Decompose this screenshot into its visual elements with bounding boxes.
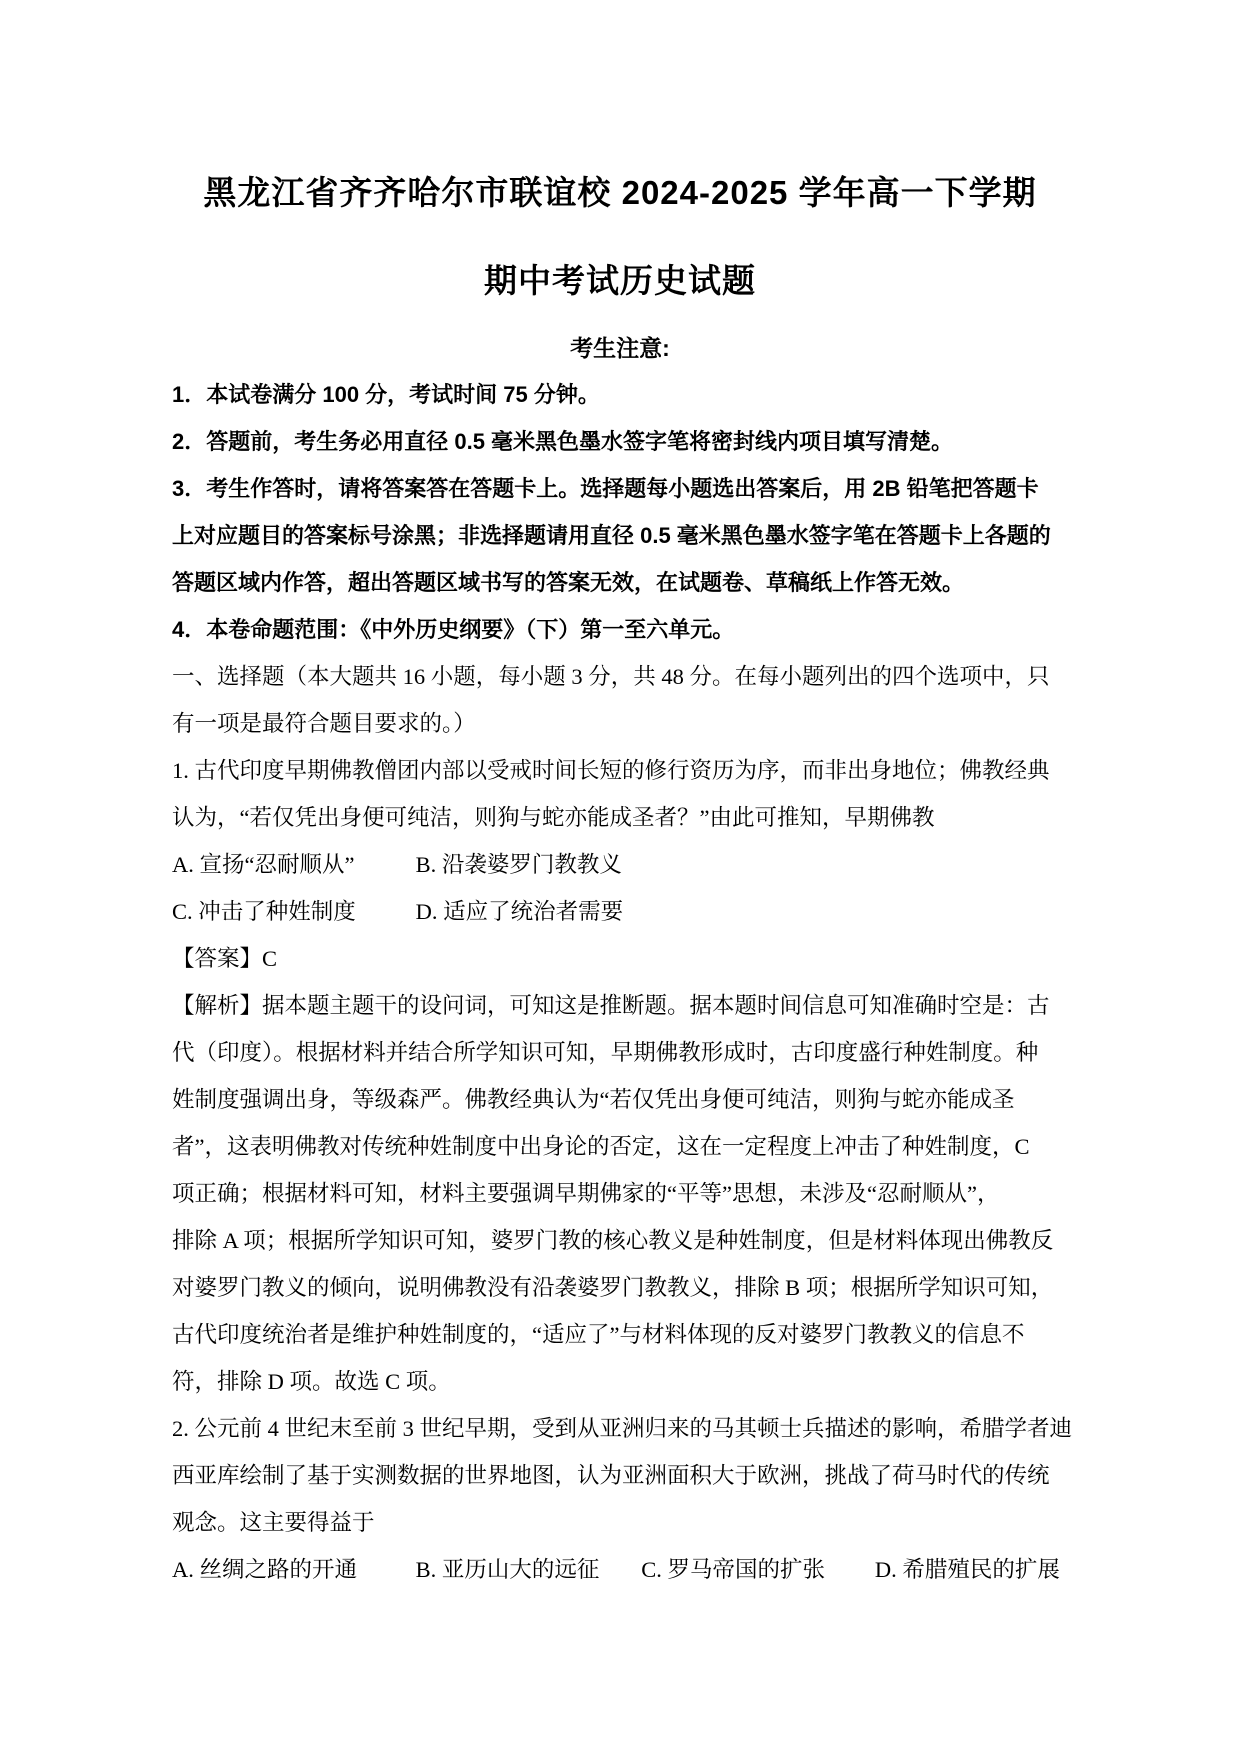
- q1-analysis-line-9: 符，排除 D 项。故选 C 项。: [172, 1369, 451, 1394]
- q1-analysis-line-5: 项正确；根据材料可知，材料主要强调早期佛家的“平等”思想，未涉及“忍耐顺从”，: [172, 1181, 1000, 1206]
- q1-option-d: D. 适应了统治者需要: [415, 899, 624, 924]
- exam-body: [172, 371, 1132, 1593]
- q1-option-b: B. 沿袭婆罗门教教义: [415, 852, 622, 877]
- notice-item-1: 1．本试卷满分 100 分，考试时间 75 分钟。: [172, 382, 600, 407]
- notice-item-2: 2．答题前，考生务必用直径 0.5 毫米黑色墨水签字笔将密封线内项目填写清楚。: [172, 429, 954, 454]
- q2-options-row: [172, 1546, 1132, 1593]
- q2-option-d: D. 希腊殖民的扩展: [874, 1557, 1060, 1582]
- q1-options-row-1: [172, 841, 1132, 888]
- notice-item-4: 4．本卷命题范围：《中外历史纲要》（下）第一至六单元。: [172, 617, 735, 642]
- q1-options-row-2: [172, 888, 1132, 935]
- notice-heading: 考生注意:: [570, 335, 670, 361]
- q1-stem-line-2: 认为，“若仅凭出身便可纯洁，则狗与蛇亦能成圣者？”由此可推知，早期佛教: [172, 805, 935, 830]
- q1-option-c: C. 冲击了种姓制度: [172, 899, 356, 924]
- q1-analysis-line-6: 排除 A 项；根据所学知识可知，婆罗门教的核心教义是种姓制度，但是材料体现出佛教反: [172, 1228, 1054, 1253]
- notice-item-3-line-3: 答题区域内作答，超出答题区域书写的答案无效，在试题卷、草稿纸上作答无效。: [172, 570, 965, 595]
- q1-analysis-line-8: 古代印度统治者是维护种姓制度的，“适应了”与材料体现的反对婆罗门教教义的信息不: [172, 1322, 1025, 1347]
- q1-analysis-line-4: 者”，这表明佛教对传统种姓制度中出身论的否定，这在一定程度上冲击了种姓制度，C: [172, 1134, 1030, 1159]
- q2-option-c: C. 罗马帝国的扩张: [641, 1557, 826, 1582]
- exam-title-line-2: 期中考试历史试题: [484, 262, 756, 299]
- q2-option-a: A. 丝绸之路的开通: [172, 1557, 357, 1582]
- notice-item-3-line-1: 3．考生作答时，请将答案答在答题卡上。选择题每小题选出答案后，用 2B 铅笔把答题卡: [172, 476, 1039, 501]
- exam-title-line-1: 黑龙江省齐齐哈尔市联谊校 2024-2025 学年高一下学期: [203, 174, 1037, 211]
- q2-stem-line-1: 2. 公元前 4 世纪末至前 3 世纪早期，受到从亚洲归来的马其顿士兵描述的影响，希腊学者迪: [172, 1416, 1073, 1441]
- q2-option-b: B. 亚历山大的远征: [415, 1557, 600, 1582]
- q1-answer: 【答案】C: [172, 946, 278, 971]
- section-heading-line-1: 一、选择题（本大题共 16 小题，每小题 3 分，共 48 分。在每小题列出的四个选项中，只: [172, 664, 1050, 689]
- q1-stem-line-1: 1. 古代印度早期佛教僧团内部以受戒时间长短的修行资历为序，而非出身地位；佛教经典: [172, 758, 1050, 783]
- q1-analysis-line-7: 对婆罗门教义的倾向，说明佛教没有沿袭婆罗门教教义，排除 B 项；根据所学知识可知，: [172, 1275, 1054, 1300]
- q1-analysis-line-2: 代（印度）。根据材料并结合所学知识可知，早期佛教形成时，古印度盛行种姓制度。种: [172, 1040, 1039, 1065]
- q1-option-a: A. 宣扬“忍耐顺从”: [172, 852, 355, 877]
- q1-analysis-line-1: 【解析】据本题主题干的设问词，可知这是推断题。据本题时间信息可知准确时空是：古: [172, 993, 1050, 1018]
- q2-stem-line-3: 观念。这主要得益于: [172, 1510, 375, 1535]
- notice-item-3-line-2: 上对应题目的答案标号涂黑；非选择题请用直径 0.5 毫米黑色墨水签字笔在答题卡上各题的: [172, 523, 1051, 548]
- section-heading-line-2: 有一项是最符合题目要求的。）: [172, 711, 476, 736]
- q1-analysis-line-3: 姓制度强调出身，等级森严。佛教经典认为“若仅凭出身便可纯洁，则狗与蛇亦能成圣: [172, 1087, 1015, 1112]
- q2-stem-line-2: 西亚库绘制了基于实测数据的世界地图，认为亚洲面积大于欧洲，挑战了荷马时代的传统: [172, 1463, 1050, 1488]
